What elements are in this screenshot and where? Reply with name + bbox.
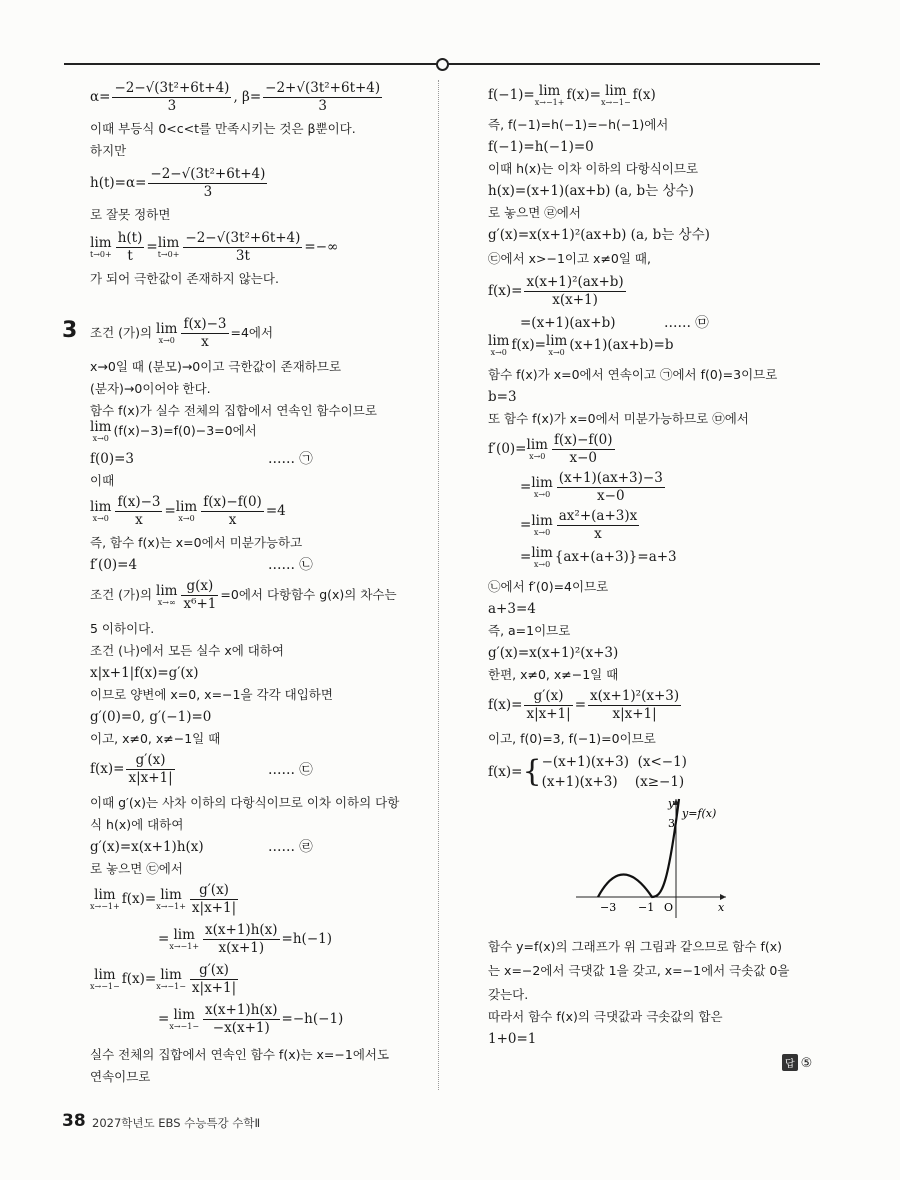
text-line: 하지만 bbox=[90, 143, 127, 158]
graph-x-label: x bbox=[718, 901, 725, 914]
text-line: 실수 전체의 집합에서 연속인 함수 f(x)는 x=−1에서도 bbox=[90, 1047, 390, 1062]
math-line: lim x→0 $\frac{f(x)-3}{x}$ =lim x→0 $\frac{f(x)-f(0)}{x}$ =4 bbox=[90, 494, 286, 528]
text-line: 조건 (나)에서 모든 실수 x에 대하여 bbox=[90, 643, 284, 658]
text-line: ㉡에서 f′(0)=4이므로 bbox=[488, 579, 609, 594]
math-line: = lim x→−1− $\frac{x(x+1)h(x)}{-x(x+1)}$ =−h(−1) bbox=[158, 1002, 344, 1036]
piecewise-line: f(x)={ −(x+1)(x+3) (x<−1) (x+1)(x+3) (x≥−1) bbox=[488, 754, 687, 790]
function-graph bbox=[576, 795, 736, 920]
text-line: (분자)→0이어야 한다. bbox=[90, 381, 211, 396]
math-line: f(−1)=h(−1)=0 bbox=[488, 139, 594, 155]
text-line: 갖는다. bbox=[488, 987, 529, 1002]
math-line: =lim x→0 $\frac{(x+1)(ax+3)-3}{x-0}$ bbox=[520, 470, 663, 504]
text-line: 이므로 양변에 x=0, x=−1을 각각 대입하면 bbox=[90, 687, 333, 702]
math-line: lim x→0 (f(x)−3)=f(0)−3=0에서 bbox=[90, 419, 257, 443]
answer-value: ⑤ bbox=[800, 1056, 813, 1071]
graph-curve-label: y=f(x) bbox=[682, 807, 717, 820]
alpha-beta-line: α= $\frac{\text{−2−√(3t²+6t+4)}}{3}$ , β= $\frac{\text{−2+√(3t²+6t+4)}}{3}$ bbox=[90, 80, 381, 114]
math-line: = lim x→−1+ $\frac{x(x+1)h(x)}{x(x+1)}$ =h(−1) bbox=[158, 922, 332, 956]
text-line: 또 함수 f(x)가 x=0에서 미분가능하므로 ㉤에서 bbox=[488, 411, 749, 426]
problem-number: 3 bbox=[62, 318, 78, 343]
text-line: 따라서 함수 f(x)의 극댓값과 극솟값의 합은 bbox=[488, 1009, 723, 1024]
math-line: lim x→0 f(x)=lim x→0 (x+1)(ax+b)=b bbox=[488, 333, 674, 357]
math-line: =(x+1)(ax+b) bbox=[520, 315, 616, 331]
text-line: 이때 bbox=[90, 473, 115, 488]
equation-tag: …… ㉢ bbox=[268, 762, 313, 778]
equation-tag: …… ㉠ bbox=[268, 451, 313, 467]
text-line: 이때 h(x)는 이차 이하의 다항식이므로 bbox=[488, 161, 699, 176]
text-line: 는 x=−2에서 극댓값 1을 갖고, x=−1에서 극솟값 0을 bbox=[488, 963, 790, 978]
text-line: 식 h(x)에 대하여 bbox=[90, 817, 184, 832]
math-line: h(x)=(x+1)(ax+b) (a, b는 상수) bbox=[488, 183, 694, 199]
math-line: g′(x)=x(x+1)h(x) bbox=[90, 839, 204, 855]
math-line: g′(0)=0, g′(−1)=0 bbox=[90, 709, 212, 725]
math-line: g′(x)=x(x+1)²(x+3) bbox=[488, 645, 619, 661]
text-line: 로 놓으면 ㉣에서 bbox=[488, 205, 581, 220]
math-line: b=3 bbox=[488, 389, 517, 405]
text-line: 이때 부등식 0<c<t를 만족시키는 것은 β뿐이다. bbox=[90, 121, 356, 136]
text-line: 로 놓으면 ㉢에서 bbox=[90, 861, 183, 876]
equation-tag: …… ㉣ bbox=[268, 839, 313, 855]
math-line: 조건 (가)의 lim x→∞ $\frac{g(x)}{\text{x⁶+1}}$ =0에서 다항함수 g(x)의 차수는 bbox=[90, 578, 397, 612]
text-line: ㉢에서 x>−1이고 x≠0일 때, bbox=[488, 251, 651, 266]
text-line: 한편, x≠0, x≠−1일 때 bbox=[488, 667, 619, 682]
math-line: 1+0=1 bbox=[488, 1031, 537, 1047]
math-line: =lim x→0 {ax+(a+3)}=a+3 bbox=[520, 545, 677, 569]
text-line: 가 되어 극한값이 존재하지 않는다. bbox=[90, 271, 279, 286]
text-line: 즉, 함수 f(x)는 x=0에서 미분가능하고 bbox=[90, 535, 303, 550]
math-line: a+3=4 bbox=[488, 601, 536, 617]
answer-mark bbox=[782, 1054, 812, 1071]
math-line: lim x→−1− f(x)= lim x→−1− $\frac{g'(x)}{x|x+1|}$ bbox=[90, 962, 237, 996]
text-line: 5 이하이다. bbox=[90, 621, 155, 636]
math-line: 조건 (가)의 lim x→0 $\frac{f(x)-3}{x}$ =4에서 bbox=[90, 316, 274, 350]
column-divider bbox=[438, 80, 439, 1090]
math-line: =lim x→0 $\frac{\text{ax²+(a+3)x}}{x}$ bbox=[520, 508, 638, 542]
math-line: f(0)=3 bbox=[90, 451, 135, 467]
math-line: lim x→−1+ f(x)= lim x→−1+ $\frac{g'(x)}{x|x+1|}$ bbox=[90, 882, 237, 916]
math-line: x|x+1|f(x)=g′(x) bbox=[90, 665, 199, 681]
text-line: 함수 f(x)가 실수 전체의 집합에서 연속인 함수이므로 bbox=[90, 403, 377, 418]
page-number: 38 bbox=[62, 1111, 86, 1131]
text-line: 연속이므로 bbox=[90, 1069, 151, 1084]
text-line: x→0일 때 (분모)→0이고 극한값이 존재하므로 bbox=[90, 359, 342, 374]
math-line: f(x)= $\frac{g'(x)}{x|x+1|}$ = $\frac{\text{x(x+1)²(x+3)}}{x|x+1|}$ bbox=[488, 688, 680, 722]
math-line: f(x)= $\frac{g'(x)}{x|x+1|}$ bbox=[90, 752, 173, 786]
graph-tick-minus3: −3 bbox=[600, 901, 617, 914]
text-line: 즉, a=1이므로 bbox=[488, 623, 571, 638]
text-line: 함수 y=f(x)의 그래프가 위 그림과 같으므로 함수 f(x) bbox=[488, 939, 783, 954]
graph-origin: O bbox=[664, 901, 674, 914]
math-line: f(−1)= lim x→−1+ f(x)= lim x→−1− f(x) bbox=[488, 83, 656, 107]
graph-y-label: y bbox=[668, 797, 675, 810]
text-line: 이고, x≠0, x≠−1일 때 bbox=[90, 731, 221, 746]
math-line: f(x)= $\frac{\text{x(x+1)²(ax+b)}}{x(x+1)}$ bbox=[488, 274, 624, 308]
equation-tag: …… ㉤ bbox=[664, 315, 709, 331]
text-line: 이때 g′(x)는 사차 이하의 다항식이므로 이차 이하의 다항 bbox=[90, 795, 400, 810]
text-line: 함수 f(x)가 x=0에서 연속이고 ㉠에서 f(0)=3이므로 bbox=[488, 367, 778, 382]
text-line: 이고, f(0)=3, f(−1)=0이므로 bbox=[488, 731, 656, 746]
graph-tick-3: 3 bbox=[668, 817, 675, 830]
math-line: f′(0)=lim x→0 $\frac{f(x)-f(0)}{x-0}$ bbox=[488, 432, 613, 466]
top-rule-dot bbox=[436, 58, 449, 71]
answer-label: 답 bbox=[782, 1054, 798, 1071]
math-line: f′(0)=4 bbox=[90, 557, 138, 573]
equation-tag: …… ㉡ bbox=[268, 557, 313, 573]
text-line: 즉, f(−1)=h(−1)=−h(−1)에서 bbox=[488, 117, 669, 132]
math-line: g′(x)=x(x+1)²(ax+b) (a, b는 상수) bbox=[488, 227, 710, 243]
math-line: lim t→0+ $\frac{h(t)}{t}$ =lim t→0+ $\frac{\text{−2−√(3t²+6t+4)}}{3t}$ =−∞ bbox=[90, 230, 339, 264]
book-title: 2027학년도 EBS 수능특강 수학Ⅱ bbox=[92, 1116, 261, 1130]
math-line: h(t)=α= $\frac{\text{−2−√(3t²+6t+4)}}{3}$ bbox=[90, 166, 266, 200]
text-line: 로 잘못 정하면 bbox=[90, 207, 171, 222]
graph-tick-minus1: −1 bbox=[638, 901, 655, 914]
